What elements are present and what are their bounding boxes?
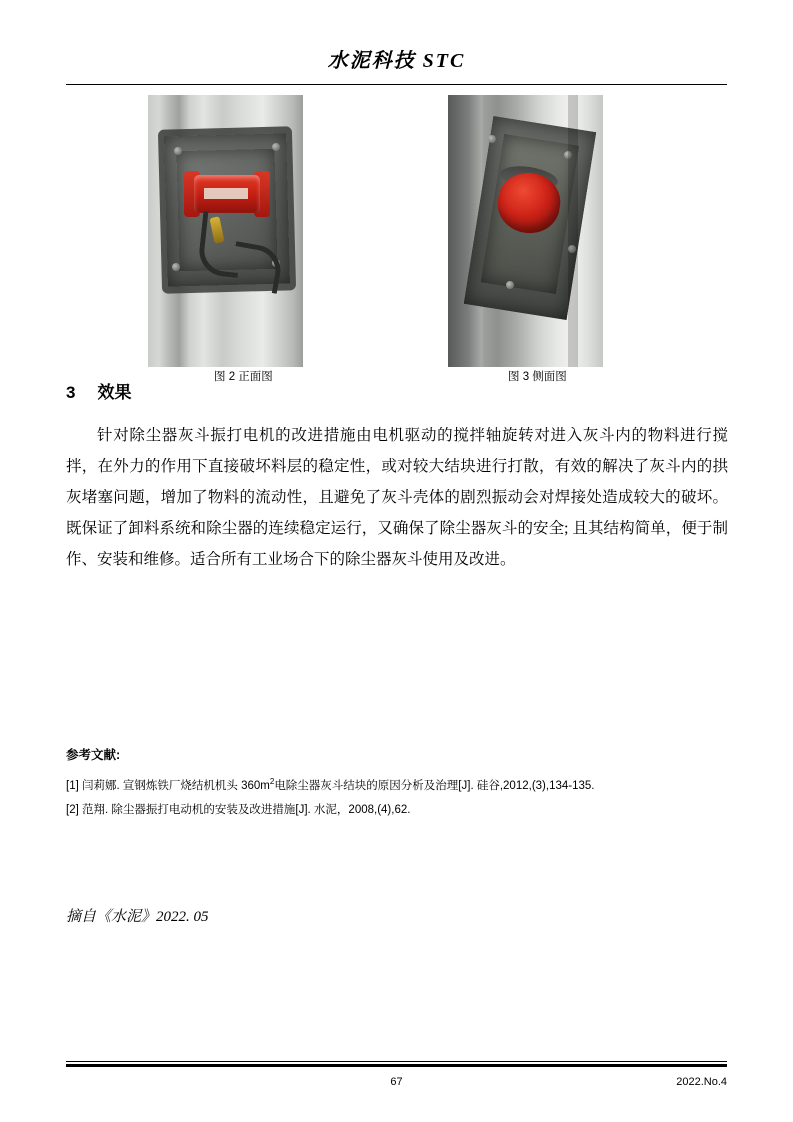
body-paragraph: 针对除尘器灰斗振打电机的改进措施由电机驱动的搅拌轴旋转对进入灰斗内的物料进行搅拌，在外力的作用下直接破坏料层的稳定性，或对较大结块进行打散，有效的解决了灰斗内的拱灰堵塞问题，增加了物料的流动性，且避免了灰斗壳体的剧烈振动会对焊接处造成较大的破坏。既保证了卸料系统和除尘器的连续稳定运行，又确保了除尘器灰斗的安全; 且其结构简单，便于制作、安装和维修。适合所有工业场合下的除尘器灰斗使用及改进。 [66, 427, 728, 568]
section-heading [66, 378, 131, 403]
bolt [488, 135, 496, 143]
references-list [66, 772, 728, 820]
header-divider [66, 84, 727, 85]
section-title: 效果 [97, 383, 132, 402]
motor-nameplate [204, 188, 248, 199]
page-header [66, 44, 727, 73]
reference-item [66, 772, 728, 796]
reference-index: [2] [66, 803, 79, 816]
figure-3-image [448, 95, 603, 367]
photo-side-view [448, 95, 603, 367]
reference-text-tail: 电除尘器灰斗结块的原因分析及治理[J]. 硅谷,2012,(3),134-135. [274, 779, 595, 792]
figure-captions [66, 368, 727, 386]
footer-divider-thick [66, 1064, 727, 1067]
bolt [174, 147, 182, 155]
reference-superscript: 2 [269, 777, 275, 786]
issue-label: 2022.No.4 [676, 1076, 727, 1088]
reference-text: 范翔. 除尘器振打电动机的安装及改进措施[J]. 水泥，2008,(4),62. [82, 803, 411, 816]
bolt [172, 263, 180, 271]
journal-title: 水泥科技 STC [327, 50, 466, 72]
figure-2-caption: 图 2 正面图 [214, 371, 273, 383]
page-number: 67 [390, 1076, 403, 1088]
reference-text: 闫莉娜. 宣钢炼铁厂烧结机机头 360m [82, 779, 270, 792]
figure-2-image [148, 95, 303, 367]
reference-index: [1] [66, 779, 79, 792]
references-heading: 参考文献: [66, 748, 121, 762]
wall-shadow-right [568, 95, 578, 367]
bolt [506, 281, 514, 289]
reference-item [66, 796, 728, 820]
source-citation: 摘自《水泥》2022. 05 [66, 909, 209, 925]
section-number: 3 [66, 383, 76, 402]
footer-divider-thin [66, 1061, 727, 1062]
page-footer [66, 1076, 727, 1092]
bolt [272, 143, 280, 151]
photo-front-view [148, 95, 303, 367]
figure-group [66, 95, 727, 370]
figure-3-caption: 图 3 侧面图 [508, 371, 567, 383]
